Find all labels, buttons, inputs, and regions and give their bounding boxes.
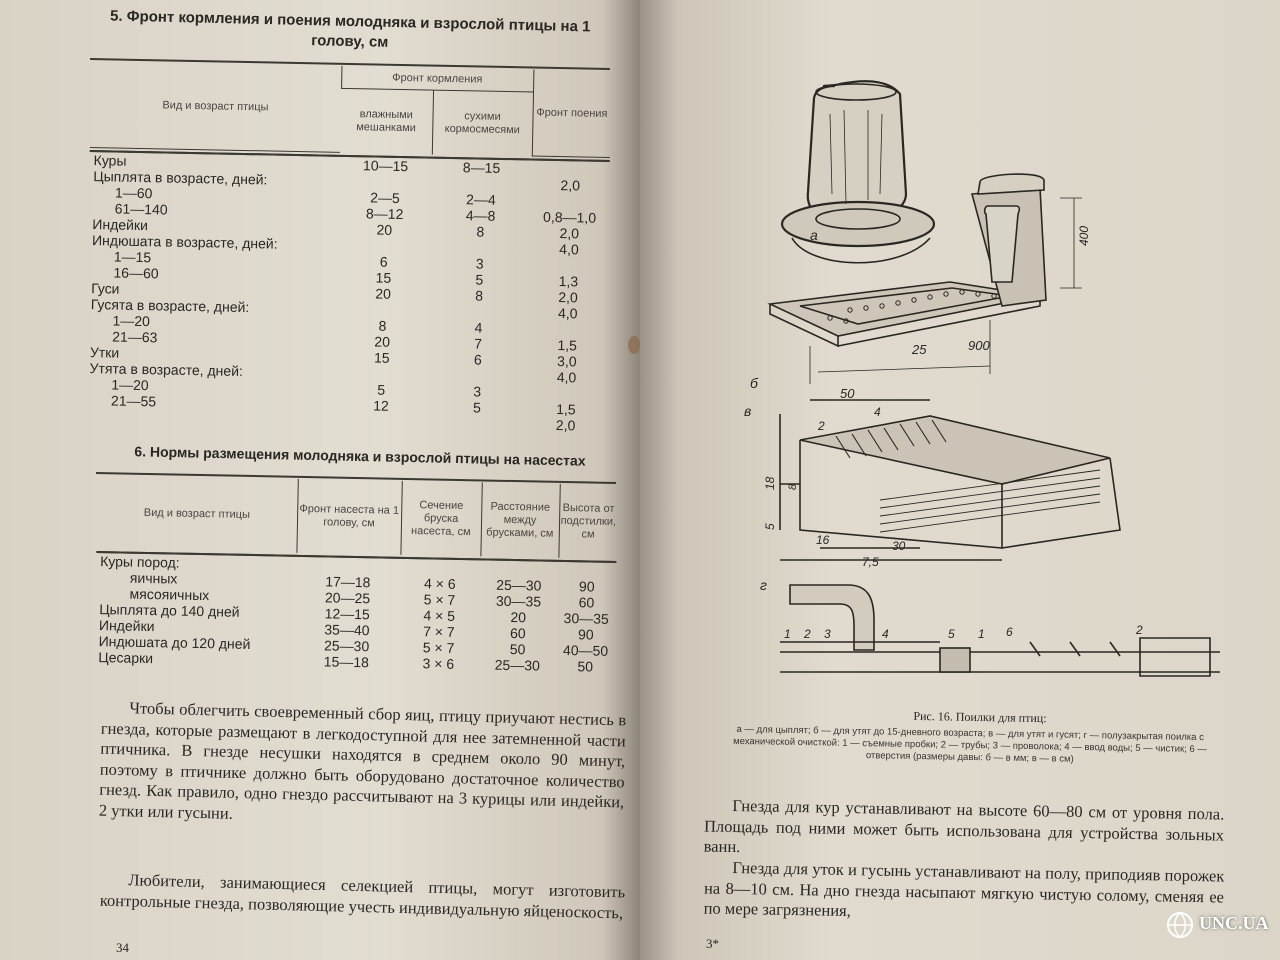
right-page-number: 3* [706, 936, 719, 951]
table5-cell-value [339, 173, 431, 191]
table6-cell-value: 90 [577, 626, 594, 643]
table5-cell-species: 1—20 [111, 376, 149, 394]
table5-cell-value: 20 [376, 221, 393, 238]
table6-cell-value: 50 [509, 640, 526, 658]
table5-cell-value [335, 413, 427, 431]
fig-part-5: 5 [948, 627, 955, 641]
table5-cell-value: 12 [373, 397, 389, 414]
table6-cell-species: Куры пород: [100, 553, 180, 571]
table5-cell-value: 3 [475, 255, 484, 272]
left-paragraph-2 [100, 870, 626, 924]
table5-cell-value [335, 365, 427, 383]
table6-cell-species: Цесарки [98, 649, 154, 667]
table5-cell-value [530, 256, 608, 273]
table6-cell-value: 60 [509, 624, 526, 642]
table5-cell-value: 8 [378, 317, 387, 334]
fig-dim-75: 7,5 [862, 555, 879, 569]
table5 [85, 61, 612, 434]
left-paragraph-1-text: Чтобы облегчить своевременный сбор яиц, птицу приучают нестись в гнезда, которые размещают в легкодоступной для нее затемненной части птичника. В гнезде несушки находятся в среднем около 90 минут, поэтому в птичнике должно быть оборудовано достаточное количество гнезд. Как правило, одно гнездо рассчитывают на 3 курицы или индейки, 2 утки или гусыни. [98, 698, 627, 823]
table5-cell-value: 4—8 [465, 207, 496, 224]
t5-col-group: Фронт кормления [341, 66, 533, 93]
left-page-number: 34 [116, 940, 129, 955]
fig-part-6: 6 [1006, 625, 1013, 639]
table5-cell-value [531, 160, 609, 178]
table5-cell-value: 2—5 [370, 189, 400, 206]
table6-cell-value: 20—25 [324, 589, 371, 607]
table5-cell-value: 7 [474, 335, 483, 352]
fig-letter-v: в [744, 403, 752, 419]
table6-cell-value: 30—35 [495, 592, 542, 610]
table5-cell-value: 4 [474, 319, 483, 336]
table5-cell-species: 1—60 [114, 184, 153, 202]
t6-col-distance: Расстояние между брусками, см [480, 482, 559, 557]
table6-cell-value [480, 559, 558, 577]
table6 [94, 475, 618, 675]
fig-part-2a: 2 [804, 627, 811, 641]
table6-cell-value: 4 × 6 [423, 575, 456, 592]
right-page [640, 0, 1280, 960]
table5-cell-value: 3,0 [556, 353, 577, 370]
table6-cell-species: мясояичных [129, 585, 210, 604]
right-paragraph-2-text: Гнезда для уток и гусынь устанавливают на полу, приподияв порожек на 8—10 см. На дно гнезда насыпают мягкую чистую солому, сменяя ее по мере загрязнения, [703, 857, 1225, 921]
table5-cell-value: 2—4 [465, 191, 496, 208]
table6-cell-value: 15—18 [323, 653, 370, 671]
table5-cell-value: 5 [475, 271, 484, 288]
table5-cell-value [430, 239, 530, 257]
table5-cell-value: 8 [475, 287, 484, 304]
table6-cell-value: 20 [510, 608, 527, 626]
table5-cell-species: Гусята в возрасте, дней: [90, 296, 250, 316]
table6-cell-value: 5 × 7 [422, 639, 455, 656]
table5-cell-species: 21—63 [112, 328, 158, 346]
fig-part-1a: 1 [784, 627, 791, 641]
table6-caption: 6. Нормы размещения молодняка и взрослой птицы на насестах [134, 443, 586, 469]
right-paragraph-1 [704, 795, 1225, 866]
table5-cell-species: Утки [89, 344, 120, 361]
table5-cell-value [337, 301, 429, 319]
table5-cell-value: 6 [379, 253, 388, 270]
table6-cell-value: 30—35 [563, 609, 609, 627]
table5-cell-value: 20 [374, 333, 391, 350]
table5-cell-value: 4,0 [557, 305, 578, 322]
table5-cell-value: 0,8—1,0 [543, 208, 597, 226]
table5-cell-value: 15 [373, 349, 390, 366]
fig-dim-900: 900 [968, 338, 990, 353]
table5-cell-species [85, 408, 335, 429]
table5-cell-species: 21—55 [110, 392, 157, 410]
page-stain [628, 336, 640, 354]
fig-dim-8: 8 [787, 483, 799, 490]
fig-dim-400: 400 [1077, 225, 1091, 246]
fig-dim-4: 4 [874, 405, 881, 419]
table6-cell-value: 90 [578, 578, 595, 595]
table6-cell-value: 40—50 [562, 641, 609, 659]
table6-cell-value: 25—30 [496, 576, 542, 594]
table5-cell-value: 8 [476, 223, 485, 240]
table5-cell-value: 2,0 [555, 417, 576, 434]
table5-cell-species: 16—60 [113, 264, 159, 282]
table6-cell-value: 3 × 6 [422, 655, 455, 672]
table5-cell-value: 20 [375, 285, 392, 302]
table6-cell-species: Цыплята до 140 дней [99, 601, 240, 620]
table5-cell-value [531, 193, 609, 210]
table6-cell-value: 60 [578, 594, 595, 611]
table5-cell-value [429, 303, 529, 321]
fig-dim-50: 50 [840, 386, 855, 401]
table5-cell-value [338, 237, 430, 255]
table5-cell-value: 1,5 [556, 401, 576, 418]
table5-cell-value: 15 [375, 269, 392, 286]
t6-col-height: Высота от подстилки, см [558, 484, 617, 559]
t6-col-section: Сечение бруска насеста, см [400, 481, 481, 557]
table5-cell-species: Утята в возрасте, дней: [89, 360, 244, 380]
t5-col-water: Фронт поения [532, 70, 612, 158]
table6-cell-value: 5 × 7 [423, 591, 456, 608]
watermark-text: UNC.UA [1199, 913, 1269, 933]
table6-cell-species: яичных [129, 569, 178, 587]
table6-cell-species: Индейки [98, 617, 155, 635]
table6-cell-value [296, 556, 400, 575]
table6-cell-species: Индюшата до 120 дней [98, 633, 251, 652]
fig-dim-5: 5 [763, 523, 777, 530]
table5-cell-value [427, 367, 527, 385]
left-paragraph-1 [99, 698, 627, 834]
table5-cell-species: Гуси [91, 280, 120, 297]
right-paragraph-2 [704, 857, 1225, 928]
figure-caption: Рис. 16. Поилки для птиц: [913, 708, 1047, 726]
table6-cell-value: 12—15 [324, 605, 370, 623]
table6-cell-value [558, 561, 616, 579]
fig-part-1b: 1 [978, 627, 985, 641]
t6-col-front: Фронт насеста на 1 голову, см [296, 479, 401, 555]
table5-cell-value: 10—15 [362, 157, 409, 175]
figure-legend: а — для цыплят; б — для утят до 15-дневного возраста; в — для утят и гусят; г — полузакрытая поилка с механической очисткой: 1 — съемные пробки; 2 — трубы; 3 — проволока; 4 — ввод воды; 5 — чистик; 6 — отверстия (размеры давы: б — в мм; в — в см) [733, 723, 1207, 765]
t6-col-species: Вид и возраст птицы [143, 506, 251, 521]
table6-cell-value: 7 × 7 [423, 623, 455, 640]
table5-cell-species: 1—15 [113, 248, 152, 266]
fig-dim-25: 25 [912, 342, 927, 357]
fig-dim-2: 2 [818, 419, 825, 433]
fig-letter-a: а [810, 227, 818, 243]
fig-letter-g: г [760, 577, 767, 593]
watermark [1165, 905, 1275, 945]
table5-cell-value: 2,0 [560, 177, 581, 194]
t5-col-dry: сухими кормосмесями [432, 90, 533, 156]
table5-cell-value: 5 [472, 399, 481, 416]
table5-cell-species: Куры [93, 152, 127, 169]
table6-cell-value [400, 558, 480, 577]
fig-dim-18: 18 [763, 476, 777, 490]
fig-dim-30: 30 [892, 539, 906, 553]
table5-cell-value: 1,5 [557, 337, 578, 354]
fig-letter-b: б [750, 375, 758, 391]
table6-cell-value: 17—18 [325, 573, 371, 591]
t5-col-species: Вид и возраст птицы [90, 61, 342, 152]
table5-cell-value: 3 [473, 383, 482, 400]
table5-cell-value: 5 [377, 381, 386, 398]
table5-cell-species: 1—20 [112, 312, 151, 330]
table5-cell-value [431, 175, 531, 193]
watermark-globe-icon [1165, 907, 1195, 943]
fig-part-3: 3 [824, 627, 831, 641]
table6-cell-value: 25—30 [494, 656, 541, 674]
table5-cell-value: 2,0 [559, 225, 580, 242]
table5-cell-species: 61—140 [114, 200, 168, 218]
fig-part-2b: 2 [1136, 623, 1143, 637]
table5-cell-species: Индейки [92, 216, 149, 234]
table5-cell-value: 8—12 [365, 205, 404, 223]
table5-cell-species: Индюшата в возрасте, дней: [91, 232, 278, 252]
table5-cell-value: 6 [473, 351, 482, 368]
table5-cell-value: 4,0 [559, 241, 579, 258]
table5-cell-value: 8—15 [462, 159, 501, 176]
table5-cell-value: 4,0 [556, 369, 577, 386]
table5-cell-value [528, 320, 606, 337]
table6-cell-value: 25—30 [323, 637, 370, 655]
table5-cell-value: 2,0 [558, 289, 578, 306]
left-paragraph-2-text: Любители, занимающиеся селекцией птицы, могут изготовить контрольные гнезда, позволяющие учесть индивидуальную яйценоскость, [99, 870, 626, 922]
table5-cell-value [427, 415, 527, 433]
table6-cell-value: 50 [577, 658, 594, 675]
right-paragraph-1-text: Гнезда для кур устанавливают на высоте 60—80 см от уровня пола. Площадь под ними может быть использована для устройства зольных ванн. [703, 795, 1225, 857]
fig-dim-16: 16 [816, 533, 830, 547]
t5-col-wet: влажными мешанками [356, 108, 416, 135]
table5-caption: 5. Фронт кормления и поения молодняка и взрослой птицы на 1 голову, см [109, 7, 591, 51]
table6-cell-value: 35—40 [324, 621, 370, 639]
figure-waterers-lower [740, 380, 1240, 680]
table6-cell-value: 4 × 5 [423, 607, 456, 624]
table5-cell-value [527, 384, 605, 401]
fig-part-4: 4 [882, 627, 889, 641]
table5-cell-species: Цыплята в возрасте, дней: [93, 168, 268, 188]
table5-cell-value: 1,3 [558, 273, 579, 290]
